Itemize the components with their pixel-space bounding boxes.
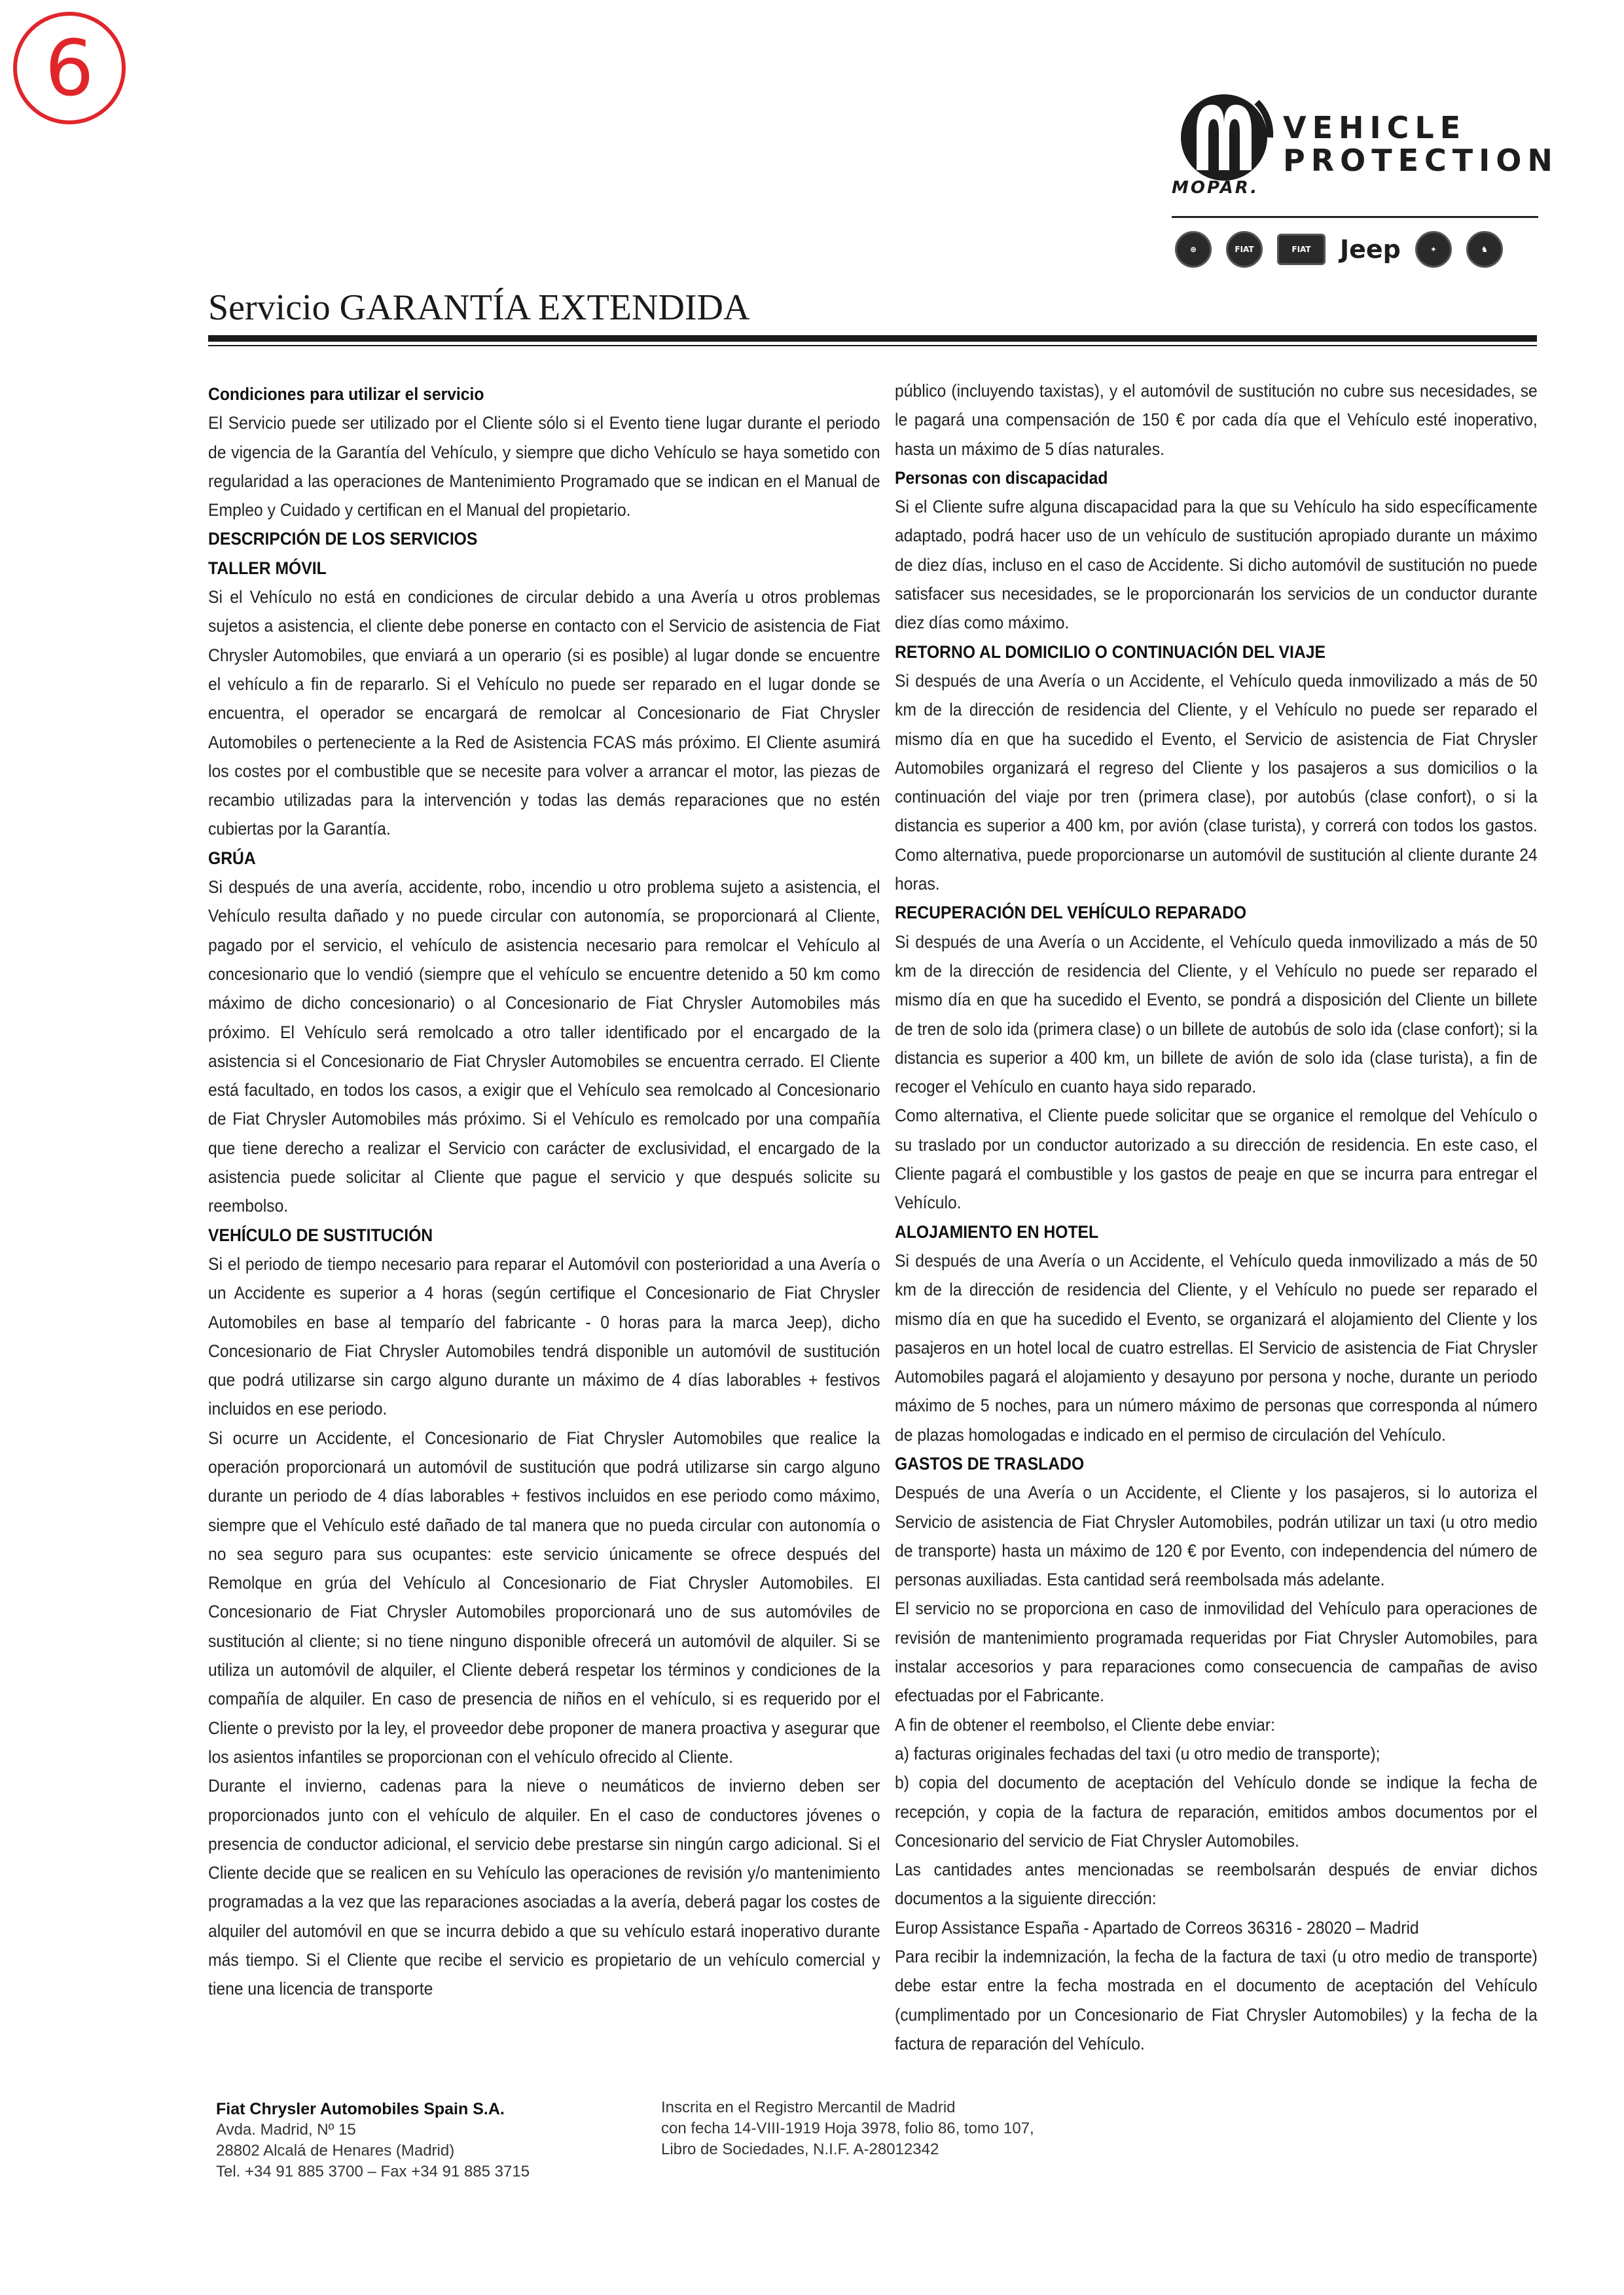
protection-wordmark: PROTECTION [1283,143,1559,178]
title-rule-thin [208,345,1537,346]
body-paragraph: b) copia del documento de aceptación del Vehículo donde se indique la fecha de recepción, y copia de la factura de reparación, emitidos ambos documentos por el Concesionario del servicio de Fiat Chrysler Automobiles. [895,1773,1538,1851]
section-heading: Condiciones para utilizar el servicio [208,384,484,404]
section-heading: DESCRIPCIÓN DE LOS SERVICIOS [208,529,478,549]
mopar-vehicle-protection-logo [1172,85,1559,216]
fiat-professional-logo-icon: FIAT [1277,234,1326,265]
body-paragraph: Si después de una Avería o un Accidente, el Vehículo queda inmovilizado a más de 50 km de la dirección de residencia del Cliente, y el Vehículo no puede ser reparado el mismo día en que ha sucedido el Evento, el Servicio de asistencia de Fiat Chrysler Automobiles organizará el regreso del Cliente y los pasajeros a sus domicilios o la continuación del viaje por tren (primera clase), por autobús (clase confort), o si la distancia es superior a 400 km, por avión (clase turista), y correrá con todos los gastos. Como alternativa, puede proporcionarse un automóvil de sustitución al cliente durante 24 horas. [895,670,1538,894]
vehicle-wordmark: VEHICLE [1283,110,1467,145]
body-paragraph: Como alternativa, el Cliente puede solicitar que se organice el remolque del Vehículo o su traslado por un conductor autorizado a su dirección de residencia. En este caso, el Cliente pagará el combustible y los gastos de peaje en que se incurra para entregar el Vehículo. [895,1106,1538,1213]
section-heading: RETORNO AL DOMICILIO O CONTINUACIÓN DEL VIAJE [895,642,1326,662]
brand-divider [1172,216,1538,218]
footer-registry-block [661,2097,1034,2160]
body-paragraph: público (incluyendo taxistas), y el automóvil de sustitución no cubre sus necesidades, se le pagará una compensación de 150 € por cada día que el Vehículo esté inoperativo, hasta un máximo de 5 días naturales. [895,381,1538,459]
footer-registry-line: Libro de Sociedades, N.I.F. A-28012342 [661,2141,939,2158]
alfa-romeo-logo-icon: ⊕ [1175,231,1212,268]
section-heading: VEHÍCULO DE SUSTITUCIÓN [208,1225,433,1245]
section-heading: Personas con discapacidad [895,467,1108,488]
fiat-logo-icon: FIAT [1226,231,1263,268]
body-paragraph: El Servicio puede ser utilizado por el Cliente sólo si el Evento tiene lugar durante el periodo de vigencia de la Garantía del Vehículo, y siempre que dicho Vehículo se haya sometido con regularidad a las operaciones de Mantenimiento Programado que se indican en el Manual de Empleo y Cuidado y certifican en el Manual del propietario. [208,413,880,520]
brand-logos-row [1175,228,1542,271]
body-paragraph: Si después de una Avería o un Accidente, el Vehículo queda inmovilizado a más de 50 km de la dirección de residencia del Cliente, y el Vehículo no puede ser reparado el mismo día en que ha sucedido el Evento, se organizará el alojamiento del Cliente y los pasajeros en un hotel local de cuatro estrellas. El Servicio de asistencia de Fiat Chrysler Automobiles pagará el alojamiento y desayuno por persona y noche, durante un periodo máximo de 5 noches, para un número máximo de personas que corresponda al número de plazas homologadas e indicado en el permiso de circulación del Vehículo. [895,1250,1538,1445]
body-paragraph: Si ocurre un Accidente, el Concesionario de Fiat Chrysler Automobiles que realice la operación proporcionará un automóvil de sustitución que podrá utilizarse sin cargo alguno durante un periodo de 4 días laborables + festivos incluidos en ese periodo como máximo, siempre que el Vehículo esté dañado de tal manera que no pueda circular con autonomía o no sea seguro para sus ocupantes: este servicio únicamente se ofrece después del Remolque en grúa del Vehículo al Concesionario de Fiat Chrysler Automobiles. El Concesionario de Fiat Chrysler Automobiles proporcionará uno de sus automóviles de sustitución al cliente; si no tiene ninguno disponible ofrecerá un automóvil de alquiler. Si se utiliza un automóvil de alquiler, el Cliente deberá respetar los términos y condiciones de la compañía de alquiler. En caso de presencia de niños en el vehículo, si es requerido por el Cliente o previsto por la ley, el proveedor debe proponer de manera proactiva y asegurar que los asientos infantiles se proporcionan con el vehículo ofrecido al Cliente. [208,1428,880,1767]
section-heading: ALOJAMIENTO EN HOTEL [895,1221,1099,1242]
title-rule [208,335,1537,342]
mailing-address: Europ Assistance España - Apartado de Correos 36316 - 28020 – Madrid [895,1917,1419,1938]
left-column [208,380,880,2004]
body-paragraph: A fin de obtener el reembolso, el Cliente debe enviar: [895,1714,1275,1735]
body-paragraph: Para recibir la indemnización, la fecha de la factura de taxi (u otro medio de transporte) debe estar entre la fecha mostrada en el documento de aceptación del Vehículo (cumplimentado por un Concesionario de Fiat Chrysler Automobiles) y la fecha de la factura de reparación del Vehículo. [895,1947,1538,2053]
jeep-logo: Jeep [1340,235,1401,264]
body-paragraph: Durante el invierno, cadenas para la nieve o neumáticos de invierno deben ser proporcionados junto con el vehículo de alquiler. En el caso de conductores jóvenes o presencia de conductor adicional, el servicio debe prestarse sin ningún cargo adicional. Si el Cliente decide que se realicen en su Vehículo las operaciones de revisión y/o mantenimiento programadas a la vez que las reparaciones asociadas a la avería, deberá pagar los costes de alquiler del automóvil en que se incurra debido a que su vehículo estará inoperativo durante más tiempo. Si el Cliente que recibe el servicio es propietario de un vehículo comercial y tiene una licencia de transporte [208,1776,880,1999]
footer-phone: Tel. +34 91 885 3700 – Fax +34 91 885 3715 [216,2163,530,2180]
body-paragraph: Después de una Avería o un Accidente, el Cliente y los pasajeros, si lo autoriza el Servicio de asistencia de Fiat Chrysler Automobiles, podrán utilizar un taxi (u otro medio de transporte) hasta un máximo de 120 € por Evento, con independencia del número de personas auxiliadas. Esta cantidad será reembolsada más adelante. [895,1483,1538,1590]
body-paragraph: Si el periodo de tiempo necesario para reparar el Automóvil con posterioridad a una Avería o un Accidente es superior a 4 horas (según certifique el Concesionario de Fiat Chrysler Automobiles en base al temparío del fabricante - 0 horas para la marca Jeep), dicho Concesionario de Fiat Chrysler Automobiles tendrá disponible un automóvil de sustitución que podrá utilizarse sin cargo alguno durante un máximo de 4 días laborables + festivos incluidos en ese periodo. [208,1254,880,1419]
body-paragraph: Si después de una Avería o un Accidente, el Vehículo queda inmovilizado a más de 50 km de la dirección de residencia del Cliente, y el Vehículo no puede ser reparado el mismo día en que ha sucedido el Evento, se pondrá a disposición del Cliente un billete de tren de solo ida (primera clase) o un billete de autobús de solo ida (clase confort); si la distancia es superior a 400 km, un billete de avión de solo ida (clase turista), a fin de recoger el Vehículo en cuanto haya sido reparado. [895,931,1538,1097]
page-title: Servicio GARANTÍA EXTENDIDA [208,287,750,328]
body-paragraph: El servicio no se proporciona en caso de inmovilidad del Vehículo para operaciones de revisión de mantenimiento programada requeridas por Fiat Chrysler Automobiles, para instalar accesorios y para reparaciones como consecuencia de campañas de aviso efectuadas por el Fabricante. [895,1599,1538,1706]
body-paragraph: a) facturas originales fechadas del taxi (u otro medio de transporte); [895,1743,1380,1763]
section-heading: GRÚA [208,848,256,868]
section-heading: RECUPERACIÓN DEL VEHÍCULO REPARADO [895,903,1247,923]
body-paragraph: Si después de una avería, accidente, robo, incendio u otro problema sujeto a asistencia, el Vehículo resulta dañado y no puede circular con autonomía, se proporcionará al Cliente, pagado por el servicio, el vehículo de asistencia necesario para remolcar el Vehículo al concesionario que lo vendió (siempre que el vehículo se encuentre detenido a 50 km como máximo de dicho concesionario) o al Concesionario de Fiat Chrysler Automobiles más próximo. El Vehículo será remolcado a otro taller identificado por el encargado de la asistencia si el Concesionario de Fiat Chrysler Automobiles se encuentra cerrado. El Cliente está facultado, en todos los casos, a exigir que el Vehículo sea remolcado al Concesionario de Fiat Chrysler Automobiles más próximo. Si el Vehículo es remolcado por una compañía que tiene derecho a realizar el Servicio con carácter de exclusividad, el encargado de la asistencia puede solicitar al Cliente que pague el servicio y que después solicite su reembolso. [208,877,880,1216]
section-heading: TALLER MÓVIL [208,558,327,578]
footer-company-block [216,2099,530,2182]
lancia-logo-icon: ✦ [1415,231,1452,268]
footer-registry-line: Inscrita en el Registro Mercantil de Madrid [661,2099,956,2116]
right-column [895,376,1538,2058]
abarth-logo-icon: ♞ [1466,231,1503,268]
footer-company-name: Fiat Chrysler Automobiles Spain S.A. [216,2100,505,2118]
footer-address-line: 28802 Alcalá de Henares (Madrid) [216,2142,455,2159]
body-paragraph: Las cantidades antes mencionadas se reembolsarán después de enviar dichos documentos a la siguiente dirección: [895,1860,1538,1909]
page-number-badge: 6 [13,12,126,124]
mopar-wordmark: MOPAR. [1172,178,1259,198]
footer-address-line: Avda. Madrid, Nº 15 [216,2121,356,2139]
body-paragraph: Si el Cliente sufre alguna discapacidad para la que su Vehículo ha sido específicamente adaptado, podrá hacer uso de un vehículo de sustitución apropiado durante un máximo de diez días, incluso en el caso de Accidente. Si dicho automóvil de sustitución no puede satisfacer sus necesidades, se le proporcionarán los servicios de un conductor durante diez días como máximo. [895,497,1538,633]
body-paragraph: Si el Vehículo no está en condiciones de circular debido a una Avería u otros problemas sujetos a asistencia, el cliente debe ponerse en contacto con el Servicio de asistencia de Fiat Chrysler Automobiles, que enviará a un operario (si es posible) al lugar donde se encuentre el vehículo a fin de repararlo. Si el Vehículo no puede ser reparado en el lugar donde se encuentra, el operador se encargará de remolcar al Concesionario de Fiat Chrysler Automobiles o perteneciente a la Red de Asistencia FCAS más próximo. El Cliente asumirá los costes por el combustible que se necesite para volver a arrancar el motor, las piezas de recambio utilizadas para la intervención y todas las demás reparaciones que no estén cubiertas por la Garantía. [208,587,880,839]
section-heading: GASTOS DE TRASLADO [895,1453,1085,1473]
footer-registry-line: con fecha 14-VIII-1919 Hoja 3978, folio 86, tomo 107, [661,2120,1034,2137]
